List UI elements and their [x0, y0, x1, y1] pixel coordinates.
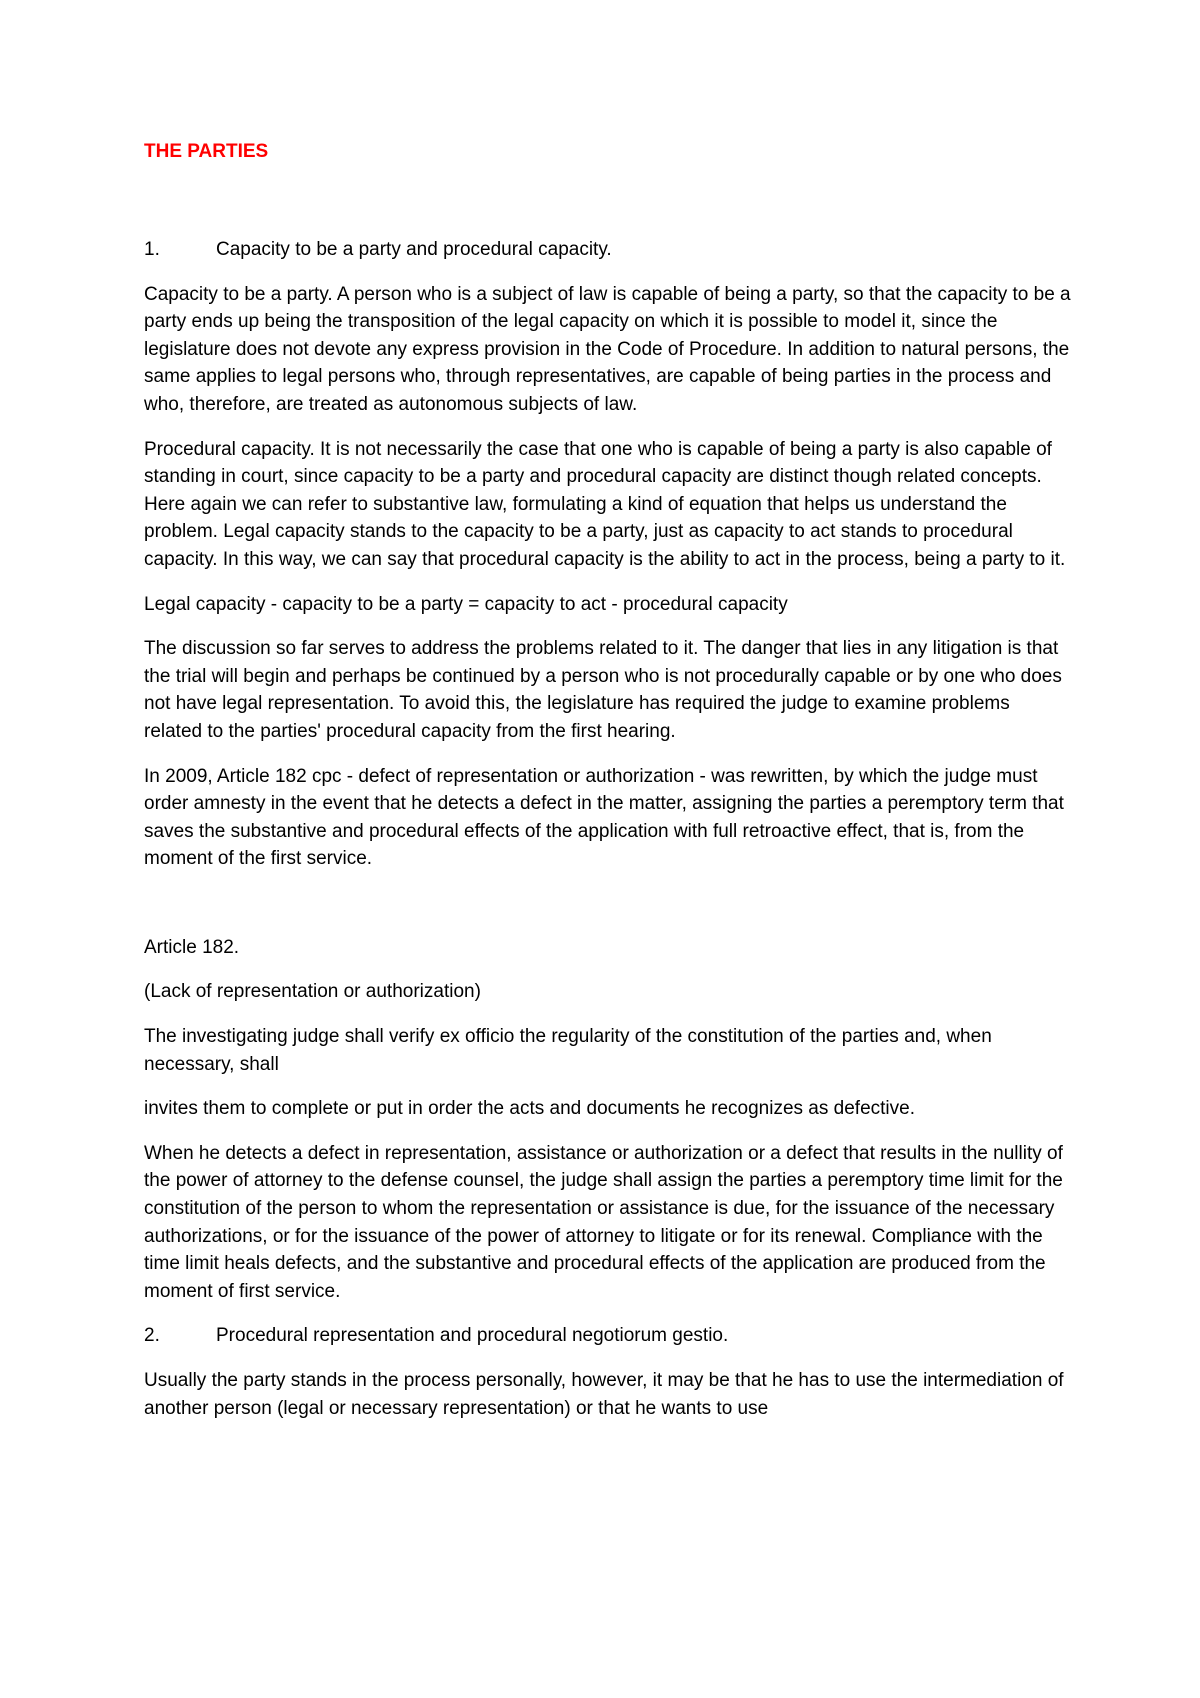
article-paragraph: invites them to complete or put in order the acts and documents he recognizes as defective. [144, 1098, 915, 1120]
paragraph-capacity-to-be-party: Capacity to be a party. A person who is a subject of law is capable of being a party, so that the capacity to be a party ends up being the transposition of the legal capacity on which it is possible to model it, since the legislature does not devote any express provision in the Code of Procedure. In addition to natural persons, the same applies to legal persons who, through representatives, are capable of being parties in the process and who, therefore, are treated as autonomous subjects of law. [144, 283, 1071, 415]
paragraph-discussion: The discussion so far serves to address the problems related to it. The danger that lies in any litigation is that the trial will begin and perhaps be continued by a person who is not procedurally capable or by one who does not have legal representation. To avoid this, the legislature has required the judge to examine problems related to the parties' procedural capacity from the first hearing. [144, 638, 1062, 742]
article-paragraph: The investigating judge shall verify ex officio the regularity of the constitution of the parties and, when necessary, shall [144, 1026, 992, 1075]
article-paragraph: When he detects a defect in representation, assistance or authorization or a defect that results in the nullity of the power of attorney to the defense counsel, the judge shall assign the parties a peremptory time limit for the constitution of the person to whom the representation or assistance is due, for the issuance of the necessary authorizations, or for the issuance of the power of attorney to litigate or for its renewal. Compliance with the time limit heals defects, and the substantive and procedural effects of the application are produced from the moment of first service. [144, 1142, 1063, 1302]
paragraph-article-182-history: In 2009, Article 182 cpc - defect of representation or authorization - was rewritten, by which the judge must order amnesty in the event that he detects a defect in the matter, assigning the parties a peremptory term that saves the substantive and procedural effects of the application with full retroactive effect, that is, from the moment of the first service. [144, 765, 1064, 870]
section-heading-text: Procedural representation and procedural negotiorum gestio. [216, 1325, 729, 1347]
section-number: 2. [144, 1325, 160, 1347]
section-heading-1 [144, 236, 1072, 264]
article-subtitle: (Lack of representation or authorization) [144, 981, 481, 1003]
section-heading-2 [144, 1322, 1072, 1350]
paragraph-representation: Usually the party stands in the process personally, however, it may be that he has to use the intermediation of another person (legal or necessary representation) or that he wants to use [144, 1370, 1064, 1419]
article-heading: Article 182. [144, 936, 240, 958]
document-body [144, 140, 1072, 1439]
paragraph-procedural-capacity: Procedural capacity. It is not necessarily the case that one who is capable of being a party is also capable of standing in court, since capacity to be a party and procedural capacity are distinct though related concepts. Here again we can refer to substantive law, formulating a kind of equation that helps us understand the problem. Legal capacity stands to the capacity to be a party, just as capacity to act stands to procedural capacity. In this way, we can say that procedural capacity is the ability to act in the process, being a party to it. [144, 438, 1066, 570]
spacer [144, 890, 1072, 934]
document-title: THE PARTIES [144, 141, 269, 162]
paragraph-equation: Legal capacity - capacity to be a party = capacity to act - procedural capacity [144, 593, 788, 615]
spacer [144, 164, 1072, 236]
section-number: 1. [144, 239, 160, 260]
section-heading-text: Capacity to be a party and procedural capacity. [216, 239, 612, 260]
